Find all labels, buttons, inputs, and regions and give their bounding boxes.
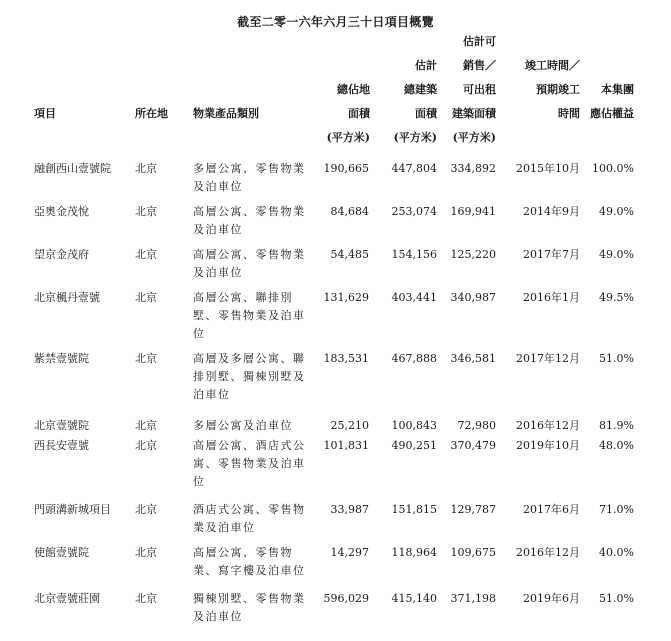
header-interest: 本集團 應佔權益 — [590, 83, 634, 120]
cell-gfa: 467,888 — [391, 352, 437, 365]
header-site-area: 總佔地 面積 (平方米) — [326, 83, 370, 144]
cell-category: 高層及多層公寓、聯排別墅、獨棟別墅及泊車位 — [193, 352, 306, 401]
cell-location: 北京 — [135, 503, 157, 516]
cell-project: 望京金茂府 — [34, 248, 89, 261]
cell-location: 北京 — [135, 419, 157, 432]
cell-saleable: 109,675 — [450, 546, 496, 559]
header-completion: 竣工時間／ 預期竣工 時間 — [525, 59, 580, 120]
cell-saleable: 129,787 — [450, 503, 496, 516]
cell-site-area: 101,831 — [323, 439, 369, 452]
cell-project: 北京楓丹壹號 — [34, 291, 100, 304]
cell-interest: 71.0% — [599, 503, 634, 516]
cell-completion: 2016年1月 — [523, 291, 580, 304]
header-category: 物業產品類別 — [193, 107, 259, 120]
cell-interest: 49.0% — [599, 248, 634, 261]
cell-category: 多層公寓、零售物業及泊車位 — [193, 162, 306, 193]
cell-completion: 2016年12月 — [516, 546, 580, 559]
header-project: 項目 — [34, 107, 56, 120]
cell-gfa: 415,140 — [391, 592, 437, 605]
cell-completion: 2014年9月 — [523, 205, 580, 218]
cell-gfa: 154,156 — [391, 248, 437, 261]
cell-site-area: 131,629 — [323, 291, 369, 304]
cell-saleable: 169,941 — [450, 205, 496, 218]
cell-project: 融創西山壹號院 — [34, 162, 111, 175]
cell-project: 西長安壹號 — [34, 439, 89, 452]
header-saleable: 估計可 銷售／ 可出租 建築面積 (平方米) — [452, 35, 496, 144]
cell-completion: 2017年7月 — [523, 248, 580, 261]
cell-completion: 2016年12月 — [516, 419, 580, 432]
cell-gfa: 403,441 — [391, 291, 437, 304]
cell-category: 獨棟別墅、零售物業及泊車位 — [193, 592, 306, 623]
cell-location: 北京 — [135, 291, 157, 304]
cell-gfa: 100,843 — [391, 419, 437, 432]
cell-interest: 81.9% — [599, 419, 634, 432]
cell-location: 北京 — [135, 546, 157, 559]
header-gfa: 估計 總建築 面積 (平方米) — [393, 59, 437, 144]
cell-interest: 100.0% — [592, 162, 634, 175]
cell-category: 高層公寓、酒店式公寓、零售物業及泊車位 — [193, 439, 306, 488]
cell-category: 酒店式公寓、零售物業及泊車位 — [193, 503, 306, 534]
cell-category: 多層公寓及泊車位 — [193, 419, 293, 432]
cell-gfa: 490,251 — [391, 439, 437, 452]
cell-completion: 2017年12月 — [516, 352, 580, 365]
cell-interest: 51.0% — [599, 352, 634, 365]
cell-location: 北京 — [135, 205, 157, 218]
cell-saleable: 346,581 — [450, 352, 496, 365]
cell-location: 北京 — [135, 162, 157, 175]
cell-saleable: 371,198 — [450, 592, 496, 605]
cell-site-area: 33,987 — [330, 503, 369, 516]
cell-interest: 48.0% — [599, 439, 634, 452]
cell-category: 高層公寓、零售物業、寫字樓及泊車位 — [193, 546, 306, 577]
cell-gfa: 253,074 — [391, 205, 437, 218]
cell-site-area: 190,665 — [323, 162, 369, 175]
cell-completion: 2017年6月 — [523, 503, 580, 516]
cell-completion: 2015年10月 — [516, 162, 580, 175]
cell-site-area: 183,531 — [323, 352, 369, 365]
cell-category: 高層公寓、零售物業及泊車位 — [193, 205, 306, 236]
cell-saleable: 125,220 — [450, 248, 496, 261]
cell-completion: 2019年10月 — [516, 439, 580, 452]
cell-project: 門頭溝新城項目 — [34, 503, 111, 516]
cell-interest: 40.0% — [599, 546, 634, 559]
cell-gfa: 118,964 — [391, 546, 437, 559]
cell-location: 北京 — [135, 592, 157, 605]
header-location: 所在地 — [135, 107, 168, 120]
cell-interest: 49.0% — [599, 205, 634, 218]
cell-site-area: 596,029 — [323, 592, 369, 605]
cell-project: 北京壹號莊園 — [34, 592, 100, 605]
cell-location: 北京 — [135, 352, 157, 365]
cell-interest: 51.0% — [599, 592, 634, 605]
cell-location: 北京 — [135, 248, 157, 261]
cell-saleable: 340,987 — [450, 291, 496, 304]
cell-saleable: 334,892 — [450, 162, 496, 175]
cell-interest: 49.5% — [599, 291, 634, 304]
cell-project: 北京壹號院 — [34, 419, 89, 432]
cell-project: 使館壹號院 — [34, 546, 89, 559]
cell-category: 高層公寓、聯排別墅、零售物業及泊車位 — [193, 291, 306, 340]
cell-gfa: 447,804 — [391, 162, 437, 175]
page-title: 截至二零一六年六月三十日項目概覽 — [237, 15, 434, 29]
cell-site-area: 14,297 — [330, 546, 369, 559]
cell-saleable: 370,479 — [450, 439, 496, 452]
cell-site-area: 25,210 — [330, 419, 369, 432]
cell-location: 北京 — [135, 439, 157, 452]
cell-completion: 2019年6月 — [523, 592, 580, 605]
cell-category: 高層公寓、零售物業及泊車位 — [193, 248, 306, 279]
cell-project: 紫禁壹號院 — [34, 352, 89, 365]
cell-saleable: 72,980 — [457, 419, 496, 432]
cell-gfa: 151,815 — [391, 503, 437, 516]
cell-site-area: 84,684 — [330, 205, 369, 218]
cell-site-area: 54,485 — [330, 248, 369, 261]
cell-project: 亞奧金茂悅 — [34, 205, 89, 218]
